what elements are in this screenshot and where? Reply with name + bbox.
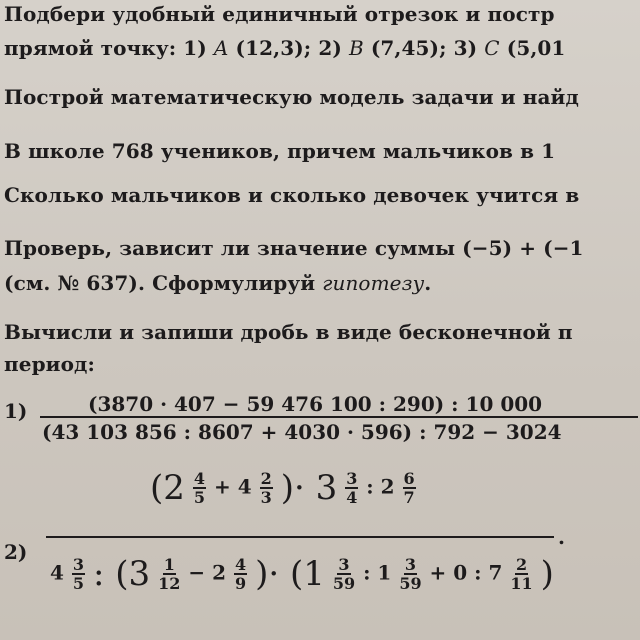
frac-numerator: 6 xyxy=(403,469,415,488)
num-div: : 2 xyxy=(366,474,395,499)
line-7-prefix: (см. № 637). Сформулируй xyxy=(4,271,323,295)
frac-denominator: 12 xyxy=(158,574,181,593)
den-whole-4: 4 xyxy=(50,560,64,585)
line-2-prefix: прямой точку: 1) xyxy=(4,36,214,60)
den-open-1: : (3 xyxy=(93,554,151,594)
task-1-numerator: (3870 · 407 − 59 476 100 : 290) : 10 000 xyxy=(88,392,543,416)
frac-numerator: 3 xyxy=(72,555,85,574)
task-2-denominator xyxy=(50,556,554,592)
task-line-4: В школе 768 учеников, причем мальчиков в 1 xyxy=(4,139,556,163)
den-frac-1 xyxy=(72,556,85,592)
num-close: )· 3 xyxy=(280,468,338,508)
line-2-end: (5,01 xyxy=(499,36,566,60)
task-1-label: 1) xyxy=(4,399,28,423)
frac-numerator: 3 xyxy=(338,555,350,574)
task-line-5: Сколько мальчиков и сколько девочек учится в xyxy=(4,183,580,207)
frac-numerator: 1 xyxy=(163,555,175,574)
line-7-end: . xyxy=(424,271,432,295)
frac-numerator: 2 xyxy=(515,555,528,574)
point-a: A xyxy=(213,36,229,60)
den-div: : 1 xyxy=(363,560,392,585)
frac-denominator: 5 xyxy=(193,488,206,507)
frac-numerator: 2 xyxy=(260,469,272,488)
task-line-1: Подбери удобный единичный отрезок и постр xyxy=(4,2,555,26)
line-2-mid-2: (7,45); 3) xyxy=(363,36,485,60)
frac-denominator: 4 xyxy=(346,488,358,507)
den-frac-3 xyxy=(234,556,247,592)
task-2-fraction-bar xyxy=(46,536,554,538)
frac-numerator: 4 xyxy=(234,555,247,574)
den-frac-5 xyxy=(399,556,421,592)
frac-numerator: 4 xyxy=(193,469,206,488)
point-b: B xyxy=(348,36,364,60)
frac-numerator: 3 xyxy=(346,469,358,488)
task-1-fraction-bar xyxy=(40,416,638,418)
task-line-8: Вычисли и запиши дробь в виде бесконечной п xyxy=(4,320,573,344)
line-2-mid-1: (12,3); 2) xyxy=(228,36,349,60)
frac-denominator: 59 xyxy=(332,574,356,593)
num-plus: + 4 xyxy=(213,474,252,499)
frac-numerator: 3 xyxy=(404,555,417,574)
task-line-6: Проверь, зависит ли значение суммы (−5) + (−1 xyxy=(4,236,584,260)
task-line-9: период: xyxy=(4,352,95,376)
task-2-period: . xyxy=(558,525,565,549)
frac-denominator: 9 xyxy=(234,574,247,593)
den-frac-6 xyxy=(510,556,532,592)
task-2-numerator xyxy=(150,470,417,506)
den-frac-4 xyxy=(333,556,355,592)
num-open: (2 xyxy=(150,468,185,508)
den-plus-zero: + 0 : 7 xyxy=(429,560,503,585)
num-frac-4 xyxy=(403,470,416,506)
den-close-open: )· (1 xyxy=(255,554,325,594)
den-frac-2 xyxy=(158,556,180,592)
hypothesis-word: гипотезу xyxy=(322,271,425,295)
task-line-3: Построй математическую модель задачи и найд xyxy=(4,85,579,109)
num-frac-2 xyxy=(260,470,273,506)
num-frac-1 xyxy=(193,470,206,506)
frac-denominator: 7 xyxy=(403,488,415,507)
frac-denominator: 3 xyxy=(260,488,272,507)
den-close-2: ) xyxy=(540,554,554,594)
frac-denominator: 59 xyxy=(399,574,422,593)
task-2-label: 2) xyxy=(4,540,28,564)
task-1-denominator: (43 103 856 : 8607 + 4030 · 596) : 792 − 3024 xyxy=(42,420,562,444)
task-line-7 xyxy=(4,271,431,295)
task-line-2 xyxy=(4,36,565,60)
num-frac-3 xyxy=(345,470,358,506)
point-c: C xyxy=(484,36,500,60)
frac-denominator: 11 xyxy=(510,574,533,593)
den-minus: − 2 xyxy=(188,560,227,585)
frac-denominator: 5 xyxy=(72,574,85,593)
